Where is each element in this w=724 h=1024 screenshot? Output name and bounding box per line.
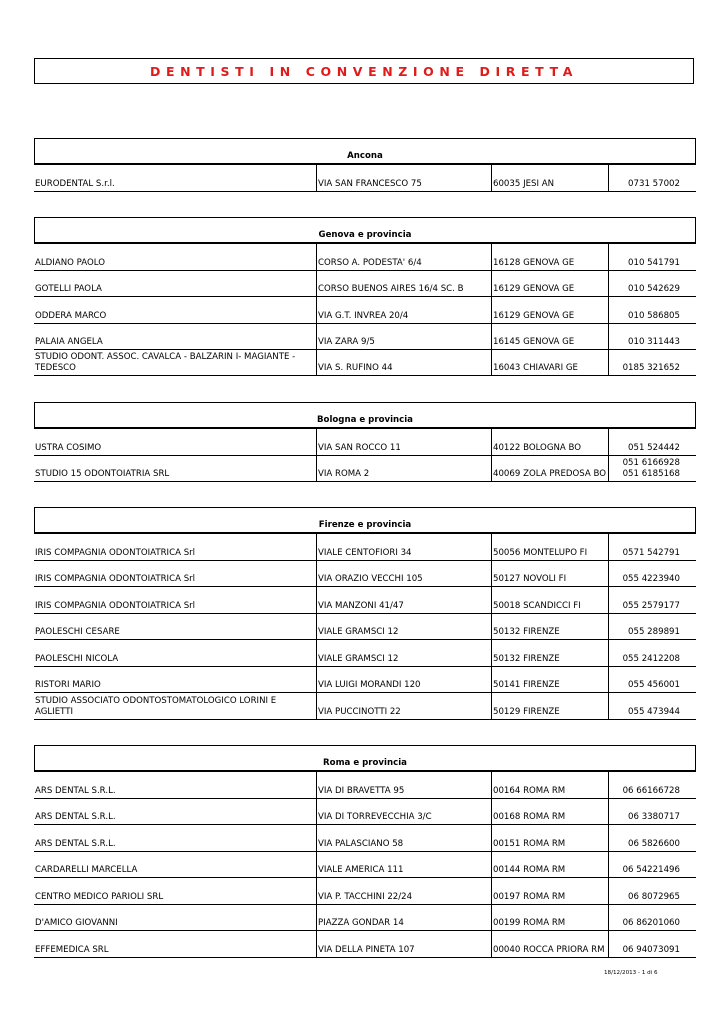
phone: [608, 429, 696, 455]
phone: [608, 825, 696, 851]
dentist-name-line: ODDERA MARCO: [35, 311, 107, 321]
address: VIA MANZONI 41/47: [316, 587, 488, 613]
address: VIA ROMA 2: [316, 456, 488, 481]
dentist-name-line: STUDIO ASSOCIATO ODONTOSTOMATOLOGICO LORINI E: [35, 696, 277, 706]
dentist-name-line: STUDIO 15 ODONTOIATRIA SRL: [35, 469, 170, 479]
city: 00197 ROMA RM: [491, 878, 607, 904]
phone: [608, 799, 696, 824]
address: VIA DI TORREVECCHIA 3/C: [316, 799, 488, 824]
phone: [608, 534, 696, 560]
address: VIA PUCCINOTTI 22: [316, 693, 488, 719]
phone-number: 010 542629: [628, 284, 680, 294]
phone-number: 055 456001: [628, 680, 680, 690]
dentist-name-line: PALAIA ANGELA: [35, 337, 103, 347]
section-firenze: [34, 507, 696, 720]
dentist-name: [35, 640, 313, 666]
city: 50129 FIRENZE: [491, 693, 607, 719]
page-footer: 18/12/2013 - 1 di 6: [604, 970, 658, 976]
table-row: [34, 878, 696, 905]
city: 00040 ROCCA PRIORA RM: [491, 931, 607, 957]
phone: [608, 640, 696, 666]
city: 50056 MONTELUPO FI: [491, 534, 607, 560]
section-genova: [34, 217, 696, 376]
phone-number: 055 2579177: [622, 601, 680, 611]
dentist-name: [35, 825, 313, 851]
address: VIA S. RUFINO 44: [316, 350, 488, 375]
city: 60035 JESI AN: [491, 165, 607, 191]
phone-number: 051 6166928: [622, 458, 680, 468]
dentist-name: [35, 693, 313, 719]
phone: [608, 667, 696, 692]
table-row: [34, 244, 696, 271]
section-ancona: [34, 138, 696, 192]
dentist-name: [35, 244, 313, 270]
address: VIA P. TACCHINI 22/24: [316, 878, 488, 904]
phone: [608, 772, 696, 798]
dentist-name-line: IRIS COMPAGNIA ODONTOIATRICA Srl: [35, 574, 196, 584]
table-row: [34, 905, 696, 931]
table-row: [34, 772, 696, 799]
city: 00151 ROMA RM: [491, 825, 607, 851]
city: 00199 ROMA RM: [491, 905, 607, 930]
table-row: [34, 429, 696, 456]
address: VIA ORAZIO VECCHI 105: [316, 561, 488, 586]
address: VIALE AMERICA 111: [316, 852, 488, 877]
dentist-name: [35, 852, 313, 877]
dentist-name: [35, 429, 313, 455]
phone: [608, 350, 696, 375]
phone-number: 06 3380717: [628, 812, 680, 822]
dentist-name-line: STUDIO ODONT. ASSOC. CAVALCA - BALZARIN I- MAGIANTE -: [35, 352, 296, 362]
phone: [608, 614, 696, 639]
section-heading: Genova e provincia: [34, 217, 696, 244]
phone-number: 06 86201060: [622, 918, 680, 928]
table-row: [34, 614, 696, 640]
dentist-name: [35, 271, 313, 296]
table-row: [34, 825, 696, 852]
dentist-name: [35, 165, 313, 191]
dentist-name-line: PAOLESCHI NICOLA: [35, 654, 119, 664]
dentist-name: [35, 324, 313, 349]
dentist-name: [35, 561, 313, 586]
address: VIA SAN FRANCESCO 75: [316, 165, 488, 191]
city: 16128 GENOVA GE: [491, 244, 607, 270]
dentist-name: [35, 799, 313, 824]
address: VIALE CENTOFIORI 34: [316, 534, 488, 560]
document-title-box: [34, 58, 694, 84]
phone-number: 0571 542791: [622, 548, 680, 558]
address: VIA ZARA 9/5: [316, 324, 488, 349]
dentist-name-line: IRIS COMPAGNIA ODONTOIATRICA Srl: [35, 548, 196, 558]
section-bologna: [34, 402, 696, 482]
phone: [608, 878, 696, 904]
address: PIAZZA GONDAR 14: [316, 905, 488, 930]
city: 00168 ROMA RM: [491, 799, 607, 824]
address: CORSO A. PODESTA' 6/4: [316, 244, 488, 270]
address: CORSO BUENOS AIRES 16/4 SC. B: [316, 271, 488, 296]
city: 50127 NOVOLI FI: [491, 561, 607, 586]
table-row: [34, 852, 696, 878]
dentist-name: [35, 587, 313, 613]
dentist-name: [35, 350, 313, 375]
table-row: [34, 667, 696, 693]
phone: [608, 324, 696, 349]
address: VIA PALASCIANO 58: [316, 825, 488, 851]
dentist-name: [35, 456, 313, 481]
section-heading: Ancona: [34, 138, 696, 165]
table-row: [34, 534, 696, 561]
dentist-name: [35, 878, 313, 904]
phone-number: 055 2412208: [622, 654, 680, 664]
phone: [608, 165, 696, 191]
table-row: [34, 271, 696, 297]
phone-number: 06 54221496: [622, 865, 680, 875]
dentist-name-line: TEDESCO: [35, 363, 76, 373]
address: VIALE GRAMSCI 12: [316, 614, 488, 639]
dentist-name-line: USTRA COSIMO: [35, 443, 102, 453]
section-heading: Bologna e provincia: [34, 402, 696, 429]
phone: [608, 587, 696, 613]
table-row: [34, 693, 696, 720]
address: VIA SAN ROCCO 11: [316, 429, 488, 455]
table-row: [34, 640, 696, 667]
city: 00144 ROMA RM: [491, 852, 607, 877]
dentist-name-line: ARS DENTAL S.R.L.: [35, 786, 116, 796]
phone: [608, 297, 696, 323]
address: VIA DI BRAVETTA 95: [316, 772, 488, 798]
address: VIALE GRAMSCI 12: [316, 640, 488, 666]
dentist-name: [35, 667, 313, 692]
phone-number: 06 94073091: [622, 945, 680, 955]
table-row: [34, 561, 696, 587]
dentist-name: [35, 614, 313, 639]
phone-number: 055 4223940: [622, 574, 680, 584]
table-row: [34, 350, 696, 376]
dentist-name-line: CENTRO MEDICO PARIOLI SRL: [35, 892, 164, 902]
dentist-name: [35, 772, 313, 798]
table-row: [34, 931, 696, 958]
phone-number: 06 5826600: [628, 839, 680, 849]
dentist-name: [35, 297, 313, 323]
phone-number: 06 66166728: [622, 786, 680, 796]
section-heading: Firenze e provincia: [34, 507, 696, 534]
address: VIA G.T. INVREA 20/4: [316, 297, 488, 323]
phone-number: 0731 57002: [628, 179, 680, 189]
dentist-name-line: ARS DENTAL S.R.L.: [35, 812, 116, 822]
dentist-name: [35, 534, 313, 560]
dentist-name-line: ARS DENTAL S.R.L.: [35, 839, 116, 849]
phone-number: 055 473944: [628, 707, 680, 717]
city: 50132 FIRENZE: [491, 614, 607, 639]
phone: [608, 456, 696, 481]
city: 40122 BOLOGNA BO: [491, 429, 607, 455]
city: 16145 GENOVA GE: [491, 324, 607, 349]
table-row: [34, 456, 696, 482]
city: 50018 SCANDICCI FI: [491, 587, 607, 613]
phone: [608, 931, 696, 957]
table-row: [34, 324, 696, 350]
dentist-name-line: GOTELLI PAOLA: [35, 284, 102, 294]
phone-number: 051 6185168: [622, 469, 680, 479]
dentist-name-line: EURODENTAL S.r.l.: [35, 179, 115, 189]
phone-number: 0185 321652: [622, 363, 680, 373]
table-row: [34, 165, 696, 192]
city: 00164 ROMA RM: [491, 772, 607, 798]
phone-number: 010 311443: [628, 337, 680, 347]
phone: [608, 693, 696, 719]
dentist-name-line: D'AMICO GIOVANNI: [35, 918, 118, 928]
dentist-name-line: AGLIETTI: [35, 707, 74, 717]
city: 50132 FIRENZE: [491, 640, 607, 666]
city: 40069 ZOLA PREDOSA BO: [491, 456, 607, 481]
dentist-name-line: ALDIANO PAOLO: [35, 258, 105, 268]
city: 16043 CHIAVARI GE: [491, 350, 607, 375]
city: 16129 GENOVA GE: [491, 271, 607, 296]
table-row: [34, 799, 696, 825]
phone: [608, 271, 696, 296]
dentist-name-line: PAOLESCHI CESARE: [35, 627, 120, 637]
phone-number: 051 524442: [628, 443, 680, 453]
phone: [608, 244, 696, 270]
address: VIA LUIGI MORANDI 120: [316, 667, 488, 692]
dentist-name-line: IRIS COMPAGNIA ODONTOIATRICA Srl: [35, 601, 196, 611]
address: VIA DELLA PINETA 107: [316, 931, 488, 957]
city: 50141 FIRENZE: [491, 667, 607, 692]
dentist-name-line: EFFEMEDICA SRL: [35, 945, 109, 955]
section-roma: [34, 745, 696, 958]
table-row: [34, 297, 696, 324]
phone-number: 06 8072965: [628, 892, 680, 902]
dentist-name-line: CARDARELLI MARCELLA: [35, 865, 138, 875]
dentist-name: [35, 905, 313, 930]
dentist-name: [35, 931, 313, 957]
document-title: DENTISTI IN CONVENZIONE DIRETTA: [149, 63, 578, 79]
city: 16129 GENOVA GE: [491, 297, 607, 323]
dentist-name-line: RISTORI MARIO: [35, 680, 101, 690]
phone: [608, 852, 696, 877]
section-heading: Roma e provincia: [34, 745, 696, 772]
phone-number: 010 586805: [628, 311, 680, 321]
phone-number: 010 541791: [628, 258, 680, 268]
table-row: [34, 587, 696, 614]
phone: [608, 561, 696, 586]
phone: [608, 905, 696, 930]
phone-number: 055 289891: [628, 627, 680, 637]
